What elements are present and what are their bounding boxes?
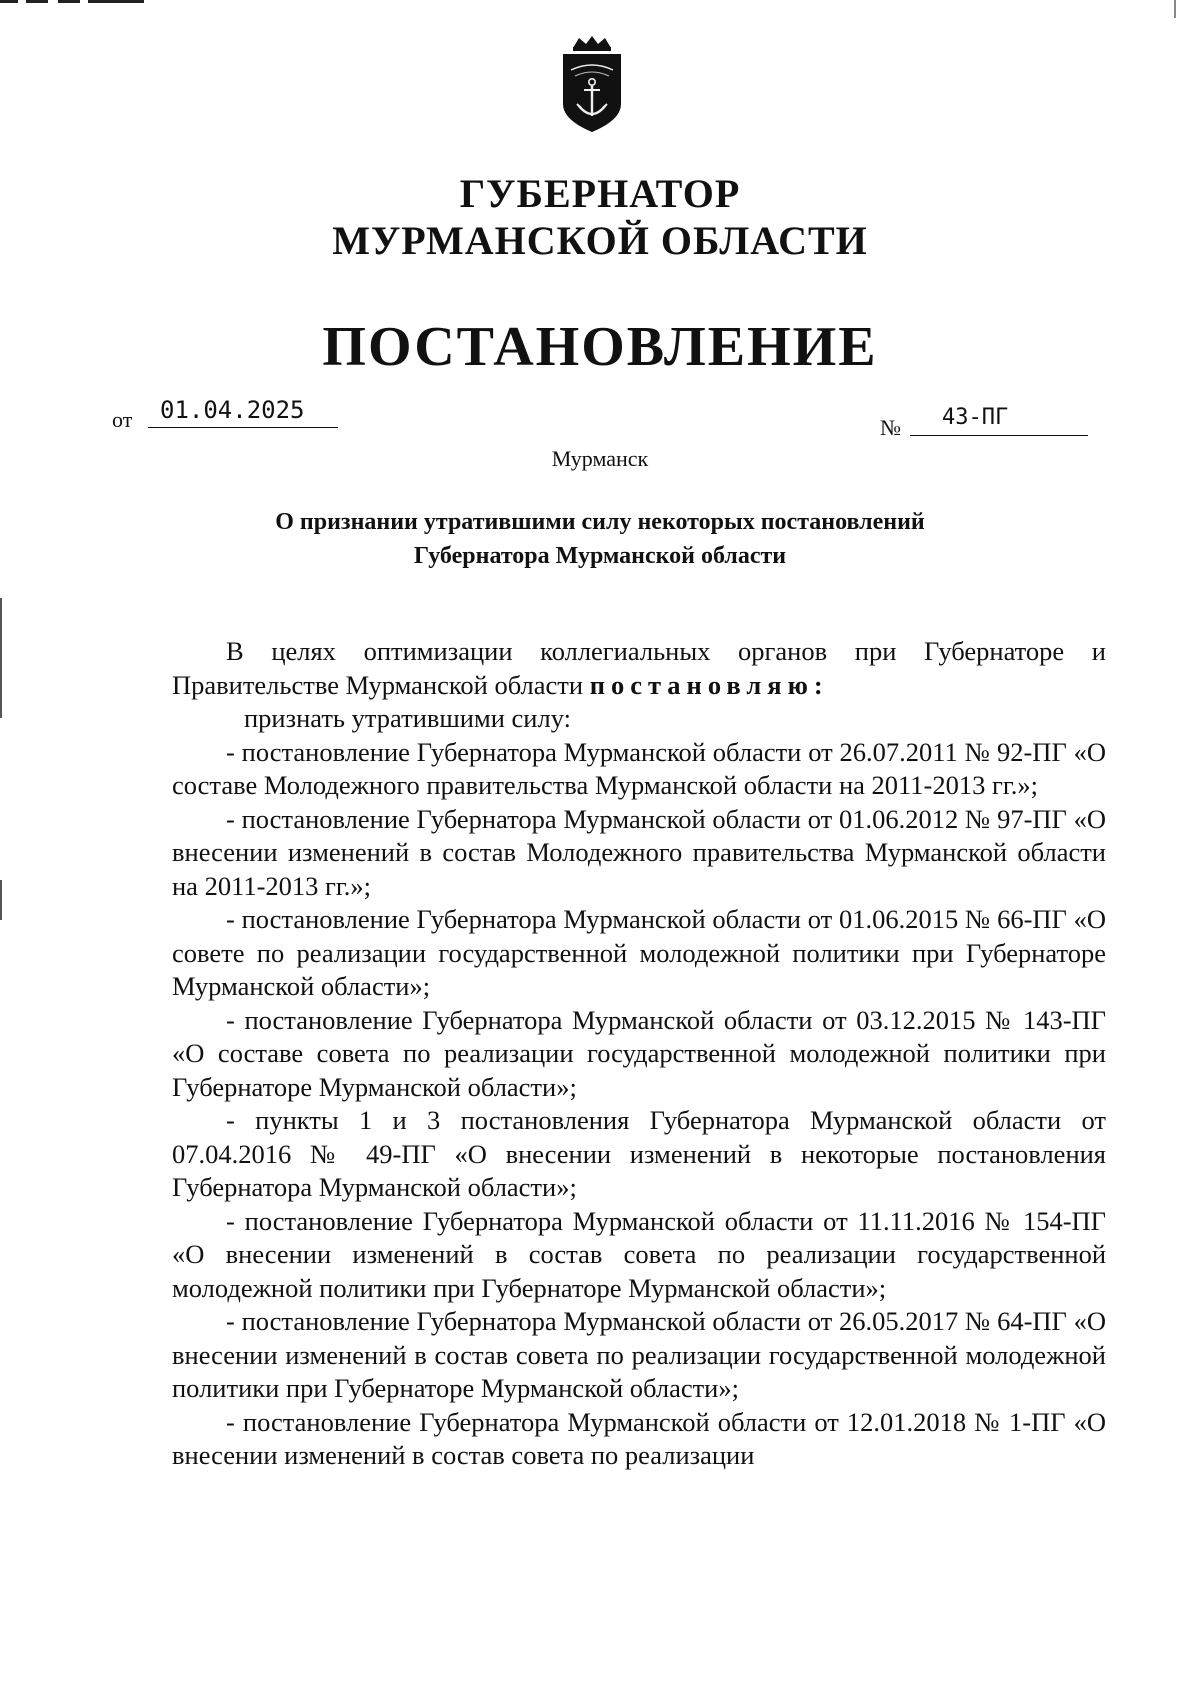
list-item: - постановление Губернатора Мурманской области от 11.11.2016 № 154-ПГ «О внесении изменений в состав совета по реализации государственной молодежной политики при Губернаторе Мурманской области»; [172,1205,1106,1303]
date-value: 01.04.2025 [148,393,338,428]
document-number-field [880,401,1090,441]
date-prefix: от [112,407,133,432]
coat-of-arms-emblem [559,34,625,134]
scan-artifact-right-edge [1174,0,1176,18]
subject-line1: О признании утратившими силу некоторых постановлений [275,509,925,535]
scan-artifact-left-edge [0,598,2,718]
resolve-paragraph: признать утратившими силу: [244,703,571,733]
list-item: - пункты 1 и 3 постановления Губернатора Мурманской области от 07.04.2016 № 49-ПГ «О внесении изменений в некоторые постановления Губернатора Мурманской области»; [172,1105,1106,1202]
issuer-title-line1: ГУБЕРНАТОР [459,171,741,216]
date-field [112,393,342,433]
list-item: - постановление Губернатора Мурманской области от 26.05.2017 № 64-ПГ «О внесении изменений в состав совета по реализации государственной молодежной политики при Губернаторе Мурманской области»; [172,1306,1106,1403]
decree-word: постановляю: [589,669,829,700]
list-item: - постановление Губернатора Мурманской области от 12.01.2018 № 1-ПГ «О внесении изменений в состав совета по реализации [172,1406,1106,1470]
list-item: - постановление Губернатора Мурманской области от 26.07.2011 № 92-ПГ «О составе Молодежного правительства Мурманской области на 2011-2013 гг.»; [172,736,1106,800]
number-value: 43-ПГ [910,401,1088,436]
scan-artifact-top [0,0,150,4]
city-label: Мурманск [551,446,649,471]
scan-artifact-left-edge-2 [0,880,2,920]
subject-line2: Губернатора Мурманской области [413,543,787,569]
document-subject [0,505,1200,573]
issuer-title-line2: МУРМАНСКОЙ ОБЛАСТИ [332,218,868,263]
number-prefix: № [880,415,901,440]
document-body [172,635,1106,1473]
list-item: - постановление Губернатора Мурманской области от 03.12.2015 № 143-ПГ «О составе совета по реализации государственной молодежной политики при Губернаторе Мурманской области»; [172,1004,1106,1102]
document-type-title: ПОСТАНОВЛЕНИЕ [322,316,878,378]
list-item: - постановление Губернатора Мурманской области от 01.06.2012 № 97-ПГ «О внесении изменений в состав Молодежного правительства Мурманской области на 2011-2013 гг.»; [172,803,1106,901]
list-item: - постановление Губернатора Мурманской области от 01.06.2015 № 66-ПГ «О совете по реализации государственной молодежной политики при Губернаторе Мурманской области»; [172,904,1106,1001]
intro-text: В целях оптимизации коллегиальных органов при Губернаторе и Правительстве Мурманской области [172,636,1106,700]
intro-paragraph [172,635,1106,702]
